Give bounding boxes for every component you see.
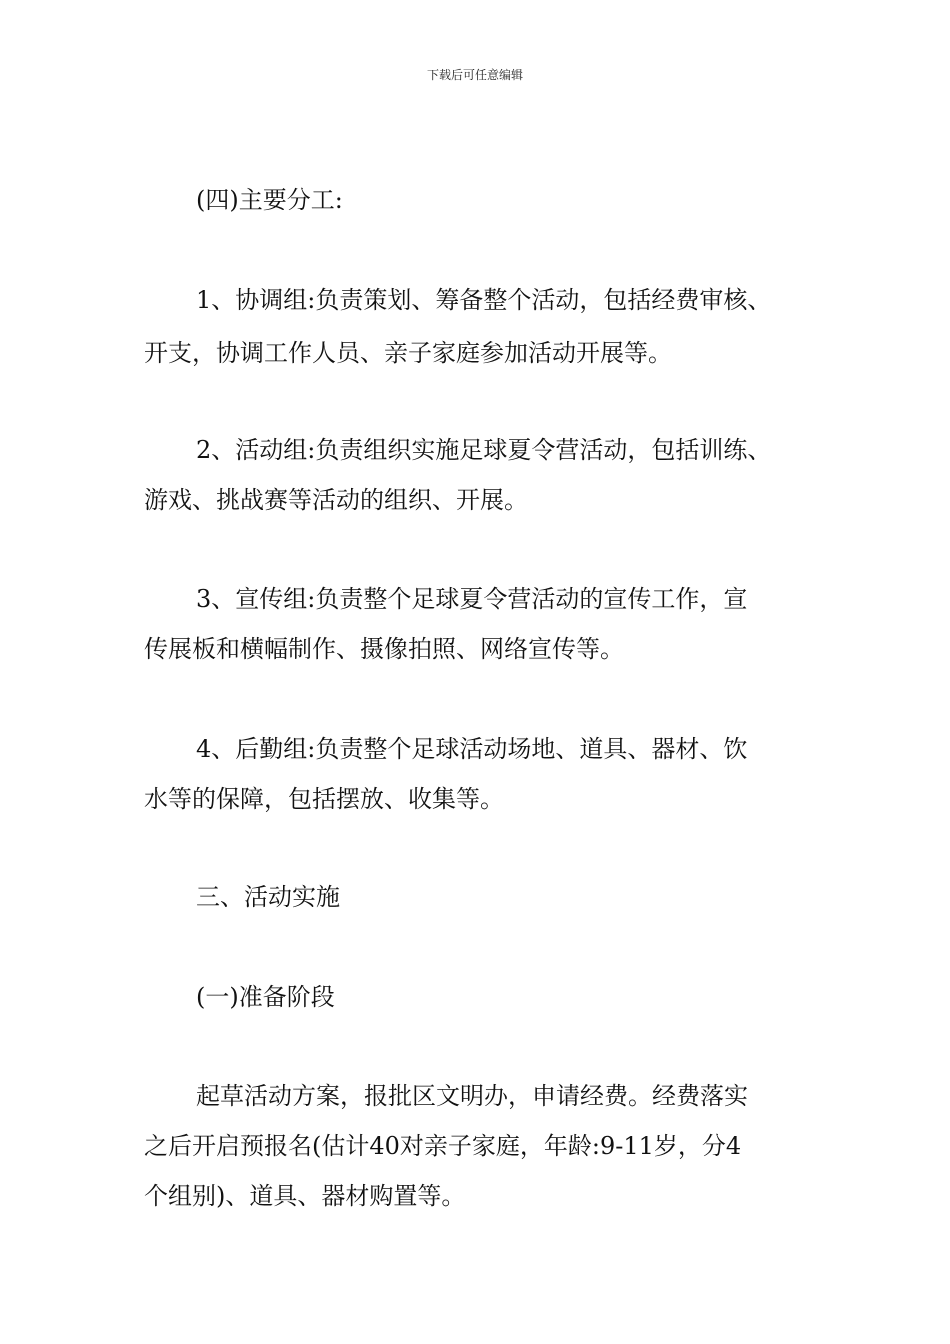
section-heading-activity-implementation: 三、活动实施 <box>196 883 340 911</box>
paragraph-logistics-group-line1: 4、后勤组:负责整个足球活动场地、道具、器材、饮 <box>196 735 748 763</box>
paragraph-coordination-group-line2: 开支，协调工作人员、亲子家庭参加活动开展等。 <box>144 339 672 367</box>
section-heading-division-of-labor: (四)主要分工: <box>196 186 343 214</box>
paragraph-logistics-group-line2: 水等的保障，包括摆放、收集等。 <box>144 785 504 813</box>
paragraph-publicity-group-line1: 3、宣传组:负责整个足球夏令营活动的宣传工作，宣 <box>196 585 748 613</box>
paragraph-preparation-line1: 起草活动方案，报批区文明办，申请经费。经费落实 <box>196 1082 748 1110</box>
paragraph-activity-group-line1: 2、活动组:负责组织实施足球夏令营活动，包括训练、 <box>196 436 772 464</box>
paragraph-preparation-line3: 个组别)、道具、器材购置等。 <box>144 1182 466 1210</box>
paragraph-activity-group-line2: 游戏、挑战赛等活动的组织、开展。 <box>144 486 528 514</box>
paragraph-publicity-group-line2: 传展板和横幅制作、摄像拍照、网络宣传等。 <box>144 635 624 663</box>
paragraph-coordination-group-line1: 1、协调组:负责策划、筹备整个活动，包括经费审核、 <box>196 286 772 314</box>
subsection-heading-preparation-stage: (一)准备阶段 <box>196 983 335 1011</box>
page-header-note: 下载后可任意编辑 <box>426 68 523 82</box>
paragraph-preparation-line2: 之后开启预报名(估计40对亲子家庭，年龄:9-11岁，分4 <box>144 1132 742 1160</box>
